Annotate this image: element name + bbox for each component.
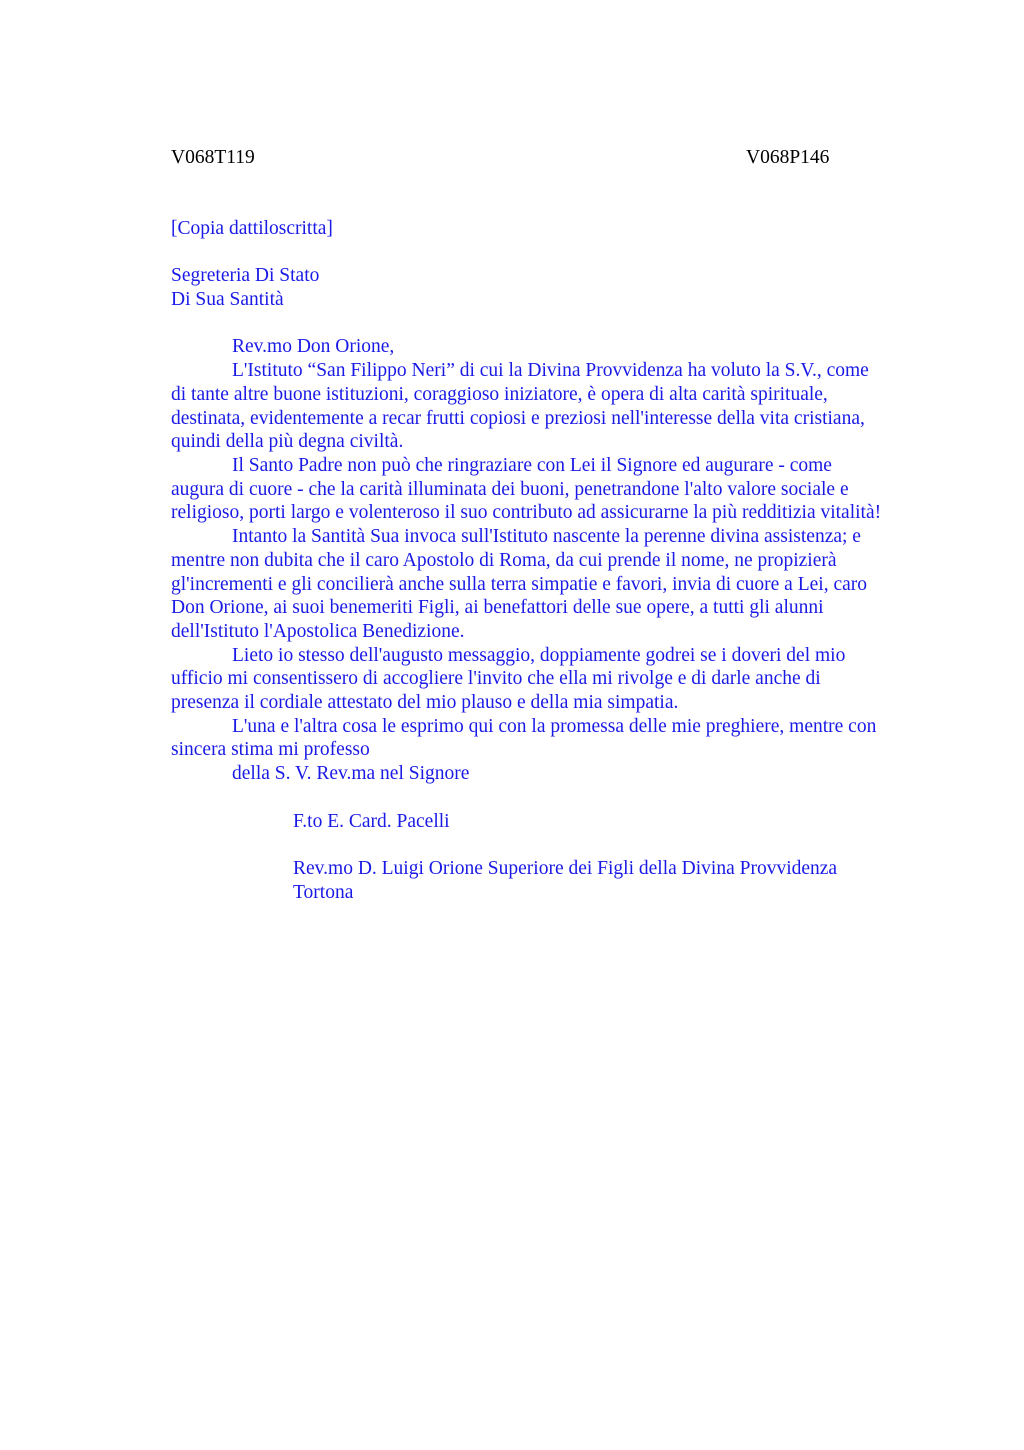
paragraph-line: Don Orione, ai suoi benemeriti Figli, ai benefattori delle sue opere, a tutti gli alunni xyxy=(171,597,824,619)
paragraph-3 xyxy=(171,525,931,644)
paragraph-line: religioso, porti largo e volenteroso il suo contributo ad assicurarne la più redditizia vitalità! xyxy=(171,502,882,524)
paragraph-line: presenza il cordiale attestato del mio plauso e della mia simpatia. xyxy=(171,692,679,714)
signature: F.to E. Card. Pacelli xyxy=(293,810,450,832)
copy-note: [Copia dattiloscritta] xyxy=(171,218,333,239)
paragraph-line: augura di cuore - che la carità illuminata dei buoni, penetrandone l'alto valore sociale e xyxy=(171,478,849,500)
paragraph-line: destinata, evidentemente a recar frutti copiosi e preziosi nell'interesse della vita cristiana, xyxy=(171,407,865,429)
document-code-right: V068P146 xyxy=(746,147,830,168)
paragraph-line: Il Santo Padre non può che ringraziare con Lei il Signore ed augurare - come xyxy=(232,455,832,476)
document-code-left: V068T119 xyxy=(171,147,255,168)
paragraph-line: Lieto io stesso dell'augusto messaggio, doppiamente godrei se i doveri del mio xyxy=(232,644,846,666)
paragraph-line: quindi della più degna civiltà. xyxy=(171,431,404,453)
paragraph-1 xyxy=(171,359,931,454)
addressee-line-1: Rev.mo D. Luigi Orione Superiore dei Figli della Divina Provvidenza xyxy=(293,857,838,879)
paragraph-line: gl'incrementi e gli concilierà anche sulla terra simpatie e favori, invia di cuore a Lei, caro xyxy=(171,573,867,595)
salutation: Rev.mo Don Orione, xyxy=(232,336,395,358)
paragraph-5 xyxy=(171,715,931,762)
paragraph-line: L'una e l'altra cosa le esprimo qui con la promessa delle mie preghiere, mentre con xyxy=(232,715,877,737)
sender-line-2: Di Sua Santità xyxy=(171,289,284,311)
paragraph-line: ufficio mi consentissero di accogliere l'invito che ella mi rivolge e di darle anche di xyxy=(171,668,821,690)
paragraph-line: L'Istituto “San Filippo Neri” di cui la Divina Provvidenza ha voluto la S.V., come xyxy=(232,360,869,382)
paragraph-4 xyxy=(171,644,931,715)
letter-body xyxy=(171,217,931,904)
paragraph-line: di tante altre buone istituzioni, coraggioso iniziatore, è opera di alta carità spirituale, xyxy=(171,383,828,405)
paragraph-2 xyxy=(171,454,931,525)
paragraph-line: Intanto la Santità Sua invoca sull'Istituto nascente la perenne divina assistenza; e xyxy=(232,526,861,548)
paragraph-line: dell'Istituto l'Apostolica Benedizione. xyxy=(171,620,465,642)
addressee-line-2: Tortona xyxy=(293,881,354,903)
sender-line-1: Segreteria Di Stato xyxy=(171,265,320,287)
closing-formula: della S. V. Rev.ma nel Signore xyxy=(232,763,470,785)
paragraph-line: sincera stima mi professo xyxy=(171,739,370,761)
paragraph-line: mentre non dubita che il caro Apostolo di Roma, da cui prende il nome, ne propizierà xyxy=(171,549,837,571)
